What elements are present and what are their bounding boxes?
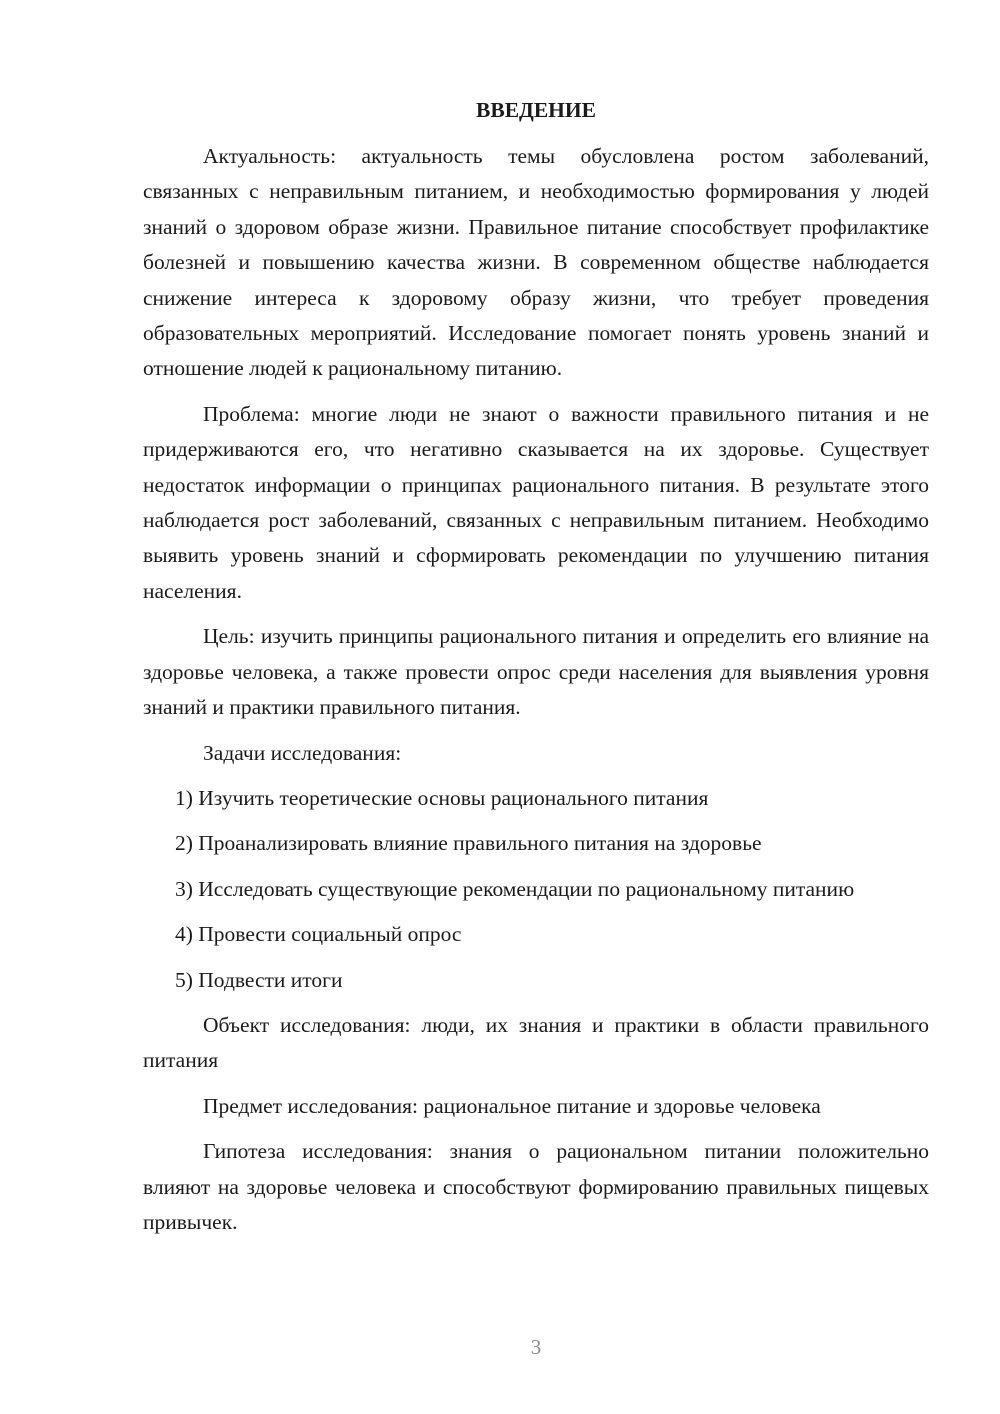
- problem-paragraph: Проблема: многие люди не знают о важности правильного питания и не придерживаются его, что негативно сказывается на их здоровье. Существует недостаток информации о принципах рационального питания. В результате этого наблюдается рост заболеваний, связанных с неправильным питанием. Необходимо выявить уровень знаний и сформировать рекомендации по улучшению питания населения.: [143, 401, 929, 603]
- page-number: 3: [530, 1335, 542, 1359]
- tasks-intro-paragraph: Задачи исследования:: [203, 740, 402, 765]
- task-item-5: 5) Подвести итоги: [175, 967, 343, 992]
- object-paragraph: Объект исследования: люди, их знания и практики в области правильного питания: [143, 1012, 929, 1073]
- task-item-1: 1) Изучить теоретические основы рационального питания: [175, 785, 709, 810]
- hypothesis-paragraph: Гипотеза исследования: знания о рациональном питании положительно влияют на здоровье человека и способствуют формированию правильных пищевых привычек.: [143, 1139, 929, 1234]
- task-item-2: 2) Проанализировать влияние правильного питания на здоровье: [175, 831, 762, 856]
- section-heading: ВВЕДЕНИЕ: [476, 98, 596, 122]
- subject-paragraph: Предмет исследования: рациональное питание и здоровье человека: [203, 1093, 821, 1118]
- task-item-4: 4) Провести социальный опрос: [175, 922, 462, 947]
- relevance-paragraph: Актуальность: актуальность темы обусловлена ростом заболеваний, связанных с неправильным питанием, и необходимостью формирования у людей знаний о здоровом образе жизни. Правильное питание способствует профилактике болезней и повышению качества жизни. В современном обществе наблюдается снижение интереса к здоровому образу жизни, что требует проведения образовательных мероприятий. Исследование помогает понять уровень знаний и отношение людей к рациональному питанию.: [143, 144, 929, 381]
- task-item-3: 3) Исследовать существующие рекомендации по рациональному питанию: [175, 876, 855, 901]
- goal-paragraph: Цель: изучить принципы рационального питания и определить его влияние на здоровье человека, а также провести опрос среди населения для выявления уровня знаний и практики правильного питания.: [143, 624, 929, 720]
- document-body: [143, 95, 929, 1250]
